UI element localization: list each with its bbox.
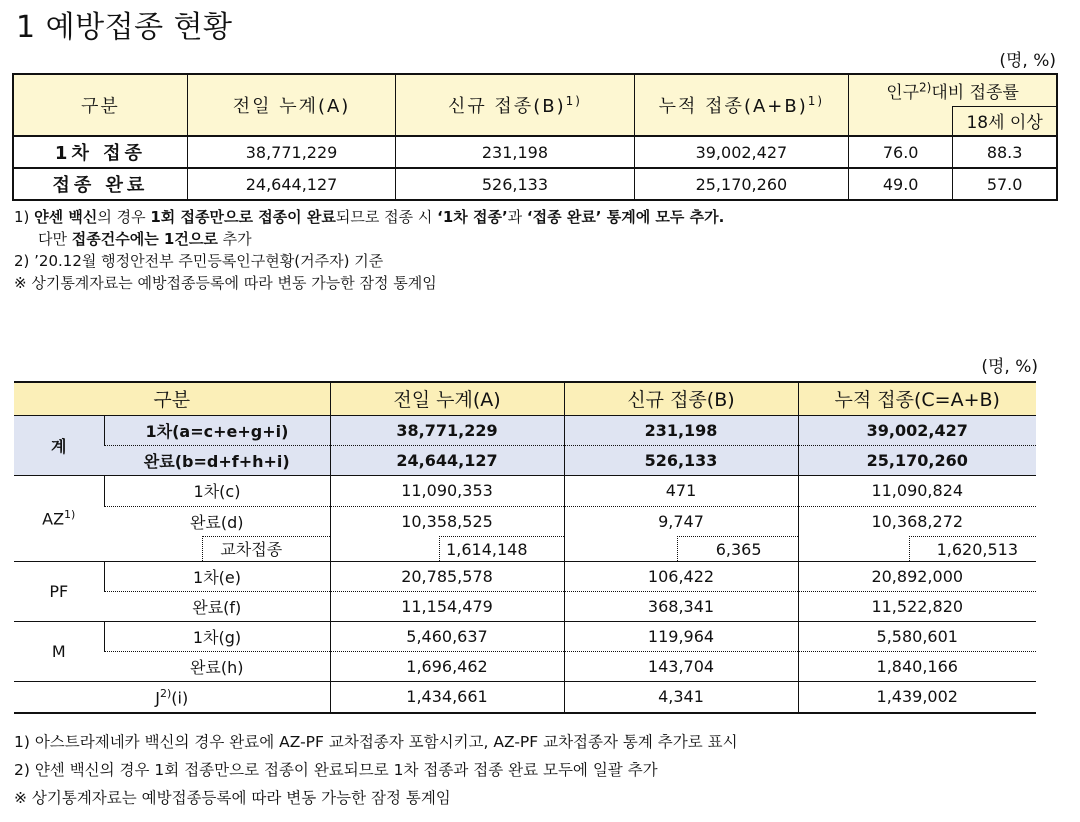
row-label-cross: 교차접종	[104, 536, 330, 561]
cell-cum: 10,368,272	[798, 506, 1036, 536]
row-label: 완료(f)	[104, 591, 330, 621]
cell-new: 4,341	[564, 681, 798, 713]
cell-cum: 5,580,601	[798, 621, 1036, 651]
table-row	[14, 651, 1036, 681]
table-row	[14, 445, 1036, 475]
header-prev-total: 전일 누계(A)	[187, 74, 395, 136]
cell-prev: 11,154,479	[330, 591, 564, 621]
cell-prev: 11,090,353	[330, 475, 564, 506]
cell-cum-cross: 1,620,513	[798, 536, 1036, 561]
row-label: 완료(d)	[189, 512, 244, 532]
header-ratio: 인구$^{2)}$대비 접종률	[849, 74, 1057, 106]
cell-new: 471	[564, 475, 798, 506]
cell-ratio-18: 57.0	[953, 168, 1057, 200]
unit-label-bottom: (명, %)	[981, 357, 1038, 377]
cell-new: 526,133	[564, 445, 798, 475]
cell-new: 526,133	[396, 168, 634, 200]
table-row	[14, 506, 1036, 536]
cell-ratio-18: 88.3	[953, 136, 1057, 168]
cell-cum: 39,002,427	[798, 415, 1036, 445]
footnote-1: 1) 아스트라제네카 백신의 경우 완료에 AZ-PF 교차접종자 포함시키고, AZ-PF 교차접종자 통계 추가로 표시	[14, 733, 738, 751]
row-label: 완료(b=d+f+h+i)	[104, 445, 330, 475]
cell-new: 119,964	[564, 621, 798, 651]
vaccination-summary-table	[12, 73, 1058, 201]
footnote-1: 1) 얀센 백신의 경우 1회 접종만으로 접종이 완료되므로 접종 시 ‘1차 접종’과 ‘접종 완료’ 통계에 모두 추가.	[14, 208, 725, 226]
table-row	[14, 621, 1036, 651]
cell-prev-cross: 1,614,148	[330, 536, 564, 561]
table-row	[14, 681, 1036, 713]
cell-cum: 1,840,166	[798, 651, 1036, 681]
cell-prev: 1,434,661	[330, 681, 564, 713]
row-label: 완료(h)	[104, 651, 330, 681]
group-label-m: M	[14, 621, 104, 681]
cell-cum: 39,002,427	[634, 136, 848, 168]
footnotes-bottom	[14, 728, 738, 812]
group-label-az: AZ$^{1)}$	[14, 475, 104, 561]
row-label-complete: 접종 완료	[13, 168, 187, 200]
cell-prev: 38,771,229	[330, 415, 564, 445]
header-new-vax: 신규 접종(B)	[564, 382, 798, 415]
cell-new: 106,422	[564, 561, 798, 591]
row-label: 1차(g)	[104, 621, 330, 651]
footnote-2: 2) 얀센 백신의 경우 1회 접종만으로 접종이 완료되므로 1차 접종과 접종 완료 모두에 일괄 추가	[14, 761, 658, 779]
footnote-1-cont: 다만 접종건수에는 1건으로 추가	[38, 230, 252, 248]
cell-prev: 10,358,525	[330, 506, 564, 536]
header-new-vax: 신규 접종$(B)^{1)}$	[396, 74, 634, 136]
table-row-cross	[14, 536, 1036, 561]
cell-cum: 11,522,820	[798, 591, 1036, 621]
cell-prev: 1,696,462	[330, 651, 564, 681]
group-label-total: 계	[14, 415, 104, 475]
group-label-pf: PF	[14, 561, 104, 621]
header-category: 구분	[14, 382, 330, 415]
cell-new: 143,704	[564, 651, 798, 681]
footnote-3: ※ 상기통계자료는 예방접종등록에 따라 변동 가능한 잠정 통계임	[14, 789, 451, 807]
table-row	[14, 561, 1036, 591]
row-label: 1차(e)	[104, 561, 330, 591]
vaccine-type-table	[14, 381, 1036, 714]
cell-cum: 1,439,002	[798, 681, 1036, 713]
cell-new: 231,198	[396, 136, 634, 168]
cell-cum: 20,892,000	[798, 561, 1036, 591]
cell-prev: 5,460,637	[330, 621, 564, 651]
row-label: 1차(c)	[104, 475, 330, 506]
cell-cum: 11,090,824	[798, 475, 1036, 506]
footnote-2: 2) ’20.12월 행정안전부 주민등록인구현황(거주자) 기준	[14, 252, 384, 270]
cell-ratio-all: 76.0	[849, 136, 953, 168]
footnotes-top	[14, 206, 724, 294]
table-row	[14, 415, 1036, 445]
cell-new: 9,747	[564, 506, 798, 536]
cell-prev: 38,771,229	[187, 136, 395, 168]
table-row	[13, 168, 1057, 200]
cell-new: 231,198	[564, 415, 798, 445]
table-row	[13, 136, 1057, 168]
row-label: 1차(a=c+e+g+i)	[104, 415, 330, 445]
cell-new: 368,341	[564, 591, 798, 621]
cell-new-cross: 6,365	[564, 536, 798, 561]
header-age18: 18세 이상	[953, 106, 1057, 136]
footnote-3: ※ 상기통계자료는 예방접종등록에 따라 변동 가능한 잠정 통계임	[14, 274, 437, 292]
cell-prev: 24,644,127	[330, 445, 564, 475]
table-row	[14, 591, 1036, 621]
row-label-j: $J^{2)}(i)$	[155, 686, 189, 707]
cell-prev: 20,785,578	[330, 561, 564, 591]
unit-label-top: (명, %)	[999, 51, 1056, 71]
header-cumulative: 누적 접종(C=A+B)	[798, 382, 1036, 415]
cell-cum: 25,170,260	[634, 168, 848, 200]
table-row	[14, 475, 1036, 506]
header-prev-total: 전일 누계(A)	[330, 382, 564, 415]
cell-prev: 24,644,127	[187, 168, 395, 200]
cell-cum: 25,170,260	[798, 445, 1036, 475]
row-label-first: 1차 접종	[13, 136, 187, 168]
cell-ratio-all: 49.0	[849, 168, 953, 200]
header-category: 구분	[13, 74, 187, 136]
header-cumulative: 누적 접종$(A+B)^{1)}$	[634, 74, 848, 136]
page-title: 1 예방접종 현황	[16, 10, 233, 45]
